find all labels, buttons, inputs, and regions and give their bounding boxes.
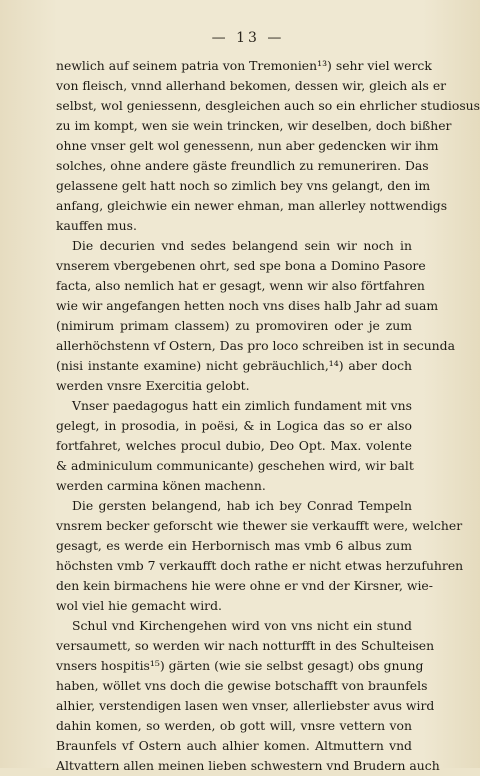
text-line: alhier, verstendigen lasen wen vnser, allerliebster avus wird bbox=[56, 698, 435, 713]
text-line: versaumett, so werden wir nach notturfft in des Schulteisen bbox=[56, 638, 435, 653]
text-line: den kein birmachens hie were ohne er vnd der Kirsner, wie- bbox=[56, 578, 433, 593]
text-line: anfang, gleichwie ein newer ehman, man allerley nottwendigs bbox=[56, 198, 448, 213]
body-text bbox=[56, 56, 480, 776]
paragraph bbox=[56, 496, 464, 616]
text-line: Schul vnd Kirchengehen wird von vns nicht ein stund bbox=[72, 618, 412, 633]
text-line: solches, ohne andere gäste freundlich zu remuneriren. Das bbox=[56, 158, 429, 173]
text-line: Die gersten belangend, hab ich bey Conrad Tempeln bbox=[72, 498, 412, 513]
text-line: ohne vnser gelt wol genessenn, nun aber gedencken wir ihm bbox=[56, 138, 439, 153]
text-line: newlich auf seinem patria von Tremonien¹³) sehr viel werck bbox=[56, 58, 432, 73]
text-line: vnsers hospitis¹⁵) gärten (wie sie selbst gesagt) obs gnung bbox=[56, 658, 424, 673]
text-line: werden vnsre Exercitia gelobt. bbox=[56, 378, 250, 393]
text-line: (nimirum primam classem) zu promoviren oder je zum bbox=[56, 318, 412, 333]
paragraph bbox=[56, 396, 412, 496]
text-line: zu im kompt, wen sie wein trincken, wir deselben, doch bißher bbox=[56, 118, 452, 133]
text-line: gelassene gelt hatt noch so zimlich bey vns gelangt, den im bbox=[56, 178, 431, 193]
text-line: gesagt, es werde ein Herbornisch mas vmb 6 albus zum bbox=[56, 538, 412, 553]
paragraph bbox=[56, 56, 480, 236]
text-line: haben, wöllet vns doch die gewise botschafft von braunfels bbox=[56, 678, 428, 693]
text-line: Vnser paedagogus hatt ein zimlich fundament mit vns bbox=[72, 398, 412, 413]
text-line: vnserem vbergebenen ohrt, sed spe bona a Domino Pasore bbox=[56, 258, 426, 273]
text-line: & adminiculum communicante) geschehen wird, wir balt bbox=[56, 458, 414, 473]
text-line: kauffen mus. bbox=[56, 218, 137, 233]
paragraph bbox=[56, 236, 455, 396]
text-line: allerhöchstenn vf Ostern, Das pro loco schreiben ist in secunda bbox=[56, 338, 455, 353]
text-line: gelegt, in prosodia, in poësi, & in Logica das so er also bbox=[56, 418, 412, 433]
text-line: dahin komen, so werden, ob gott will, vnsre vettern von bbox=[56, 718, 412, 733]
text-line: (nisi instante examine) nicht gebräuchlich,¹⁴) aber doch bbox=[56, 358, 412, 373]
text-line: Braunfels vf Ostern auch alhier komen. Altmuttern vnd bbox=[56, 738, 412, 753]
text-line: höchsten vmb 7 verkaufft doch rathe er nicht etwas herzufuhren bbox=[56, 558, 464, 573]
text-line: Die decurien vnd sedes belangend sein wir noch in bbox=[72, 238, 412, 253]
text-line: selbst, wol geniessenn, desgleichen auch so ein ehrlicher studiosus bbox=[56, 98, 480, 113]
text-line: facta, also nemlich hat er gesagt, wenn wir also förtfahren bbox=[56, 278, 425, 293]
paragraph bbox=[56, 616, 440, 776]
text-line: werden carmina könen machenn. bbox=[56, 478, 266, 493]
text-line: von fleisch, vnnd allerhand bekomen, dessen wir, gleich als er bbox=[56, 78, 447, 93]
text-line: Altvattern allen meinen lieben schwestern vnd Brudern auch bbox=[56, 758, 440, 773]
text-line: vnsrem becker geforscht wie thewer sie verkaufft were, welcher bbox=[56, 518, 463, 533]
text-line: fortfahret, welches procul dubio, Deo Opt. Max. volente bbox=[56, 438, 412, 453]
page-number: — 13 — bbox=[211, 30, 285, 46]
text-line: wol viel hie gemacht wird. bbox=[56, 598, 222, 613]
text-line: wie wir angefangen hetten noch vns dises halb Jahr ad suam bbox=[56, 298, 439, 313]
